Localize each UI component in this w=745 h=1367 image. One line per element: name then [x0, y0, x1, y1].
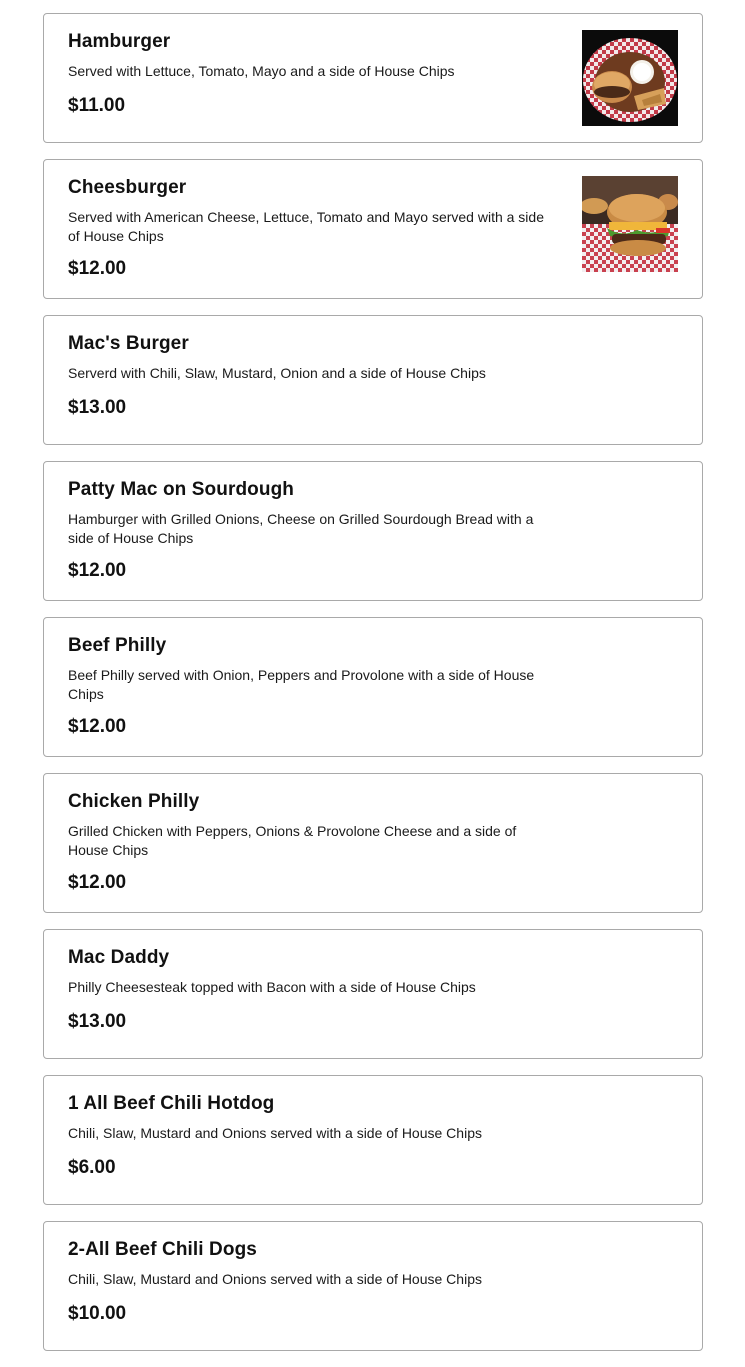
menu-item-card[interactable] — [43, 617, 703, 757]
menu-item-price: $12.00 — [68, 872, 127, 893]
menu-item-text — [68, 31, 558, 81]
cheeseburger-photo[interactable] — [582, 176, 678, 272]
menu-item-description: Serverd with Chili, Slaw, Mustard, Onion and a side of House Chips — [68, 365, 486, 381]
menu-item-text — [68, 177, 558, 245]
menu-item-card[interactable] — [43, 13, 703, 143]
menu-item-price: $11.00 — [68, 95, 126, 116]
menu-item-text — [68, 791, 558, 859]
menu-item-description: Chili, Slaw, Mustard and Onions served with a side of House Chips — [68, 1125, 482, 1141]
menu-item-description: Chili, Slaw, Mustard and Onions served with a side of House Chips — [68, 1271, 482, 1287]
menu-item-name: Hamburger — [68, 31, 171, 52]
menu-item-description: Philly Cheesesteak topped with Bacon with a side of House Chips — [68, 979, 476, 995]
menu-item-text — [68, 947, 558, 997]
menu-item-price: $10.00 — [68, 1303, 127, 1324]
menu-item-price: $12.00 — [68, 716, 127, 737]
menu-item-name: 2-All Beef Chili Dogs — [68, 1239, 257, 1260]
menu-item-card[interactable] — [43, 929, 703, 1059]
menu-item-card[interactable] — [43, 1221, 703, 1351]
menu-item-price: $13.00 — [68, 397, 127, 418]
menu-item-price: $12.00 — [68, 258, 127, 279]
menu-item-name: Beef Philly — [68, 635, 167, 656]
menu-item-card[interactable] — [43, 773, 703, 913]
menu-item-name: Chicken Philly — [68, 791, 200, 812]
menu-item-list — [43, 13, 703, 1367]
menu-item-price: $13.00 — [68, 1011, 127, 1032]
menu-item-card[interactable] — [43, 315, 703, 445]
menu-item-name: Mac's Burger — [68, 333, 189, 354]
menu-item-name: 1 All Beef Chili Hotdog — [68, 1093, 275, 1114]
menu-item-text — [68, 333, 558, 383]
burger-basket-image — [582, 30, 678, 126]
menu-item-price: $6.00 — [68, 1157, 116, 1178]
menu-item-description: Served with Lettuce, Tomato, Mayo and a side of House Chips — [68, 63, 455, 79]
menu-item-card[interactable] — [43, 1075, 703, 1205]
menu-item-text — [68, 479, 558, 547]
menu-item-description: Beef Philly served with Onion, Peppers and Provolone with a side of House Chips — [68, 667, 535, 702]
menu-item-description: Grilled Chicken with Peppers, Onions & Provolone Cheese and a side of House Chips — [68, 823, 517, 858]
menu-item-text — [68, 1239, 558, 1289]
menu-item-description: Served with American Cheese, Lettuce, Tomato and Mayo served with a side of House Chips — [68, 209, 544, 244]
menu-item-name: Mac Daddy — [68, 947, 170, 968]
menu-item-text — [68, 1093, 558, 1143]
menu-item-text — [68, 635, 558, 703]
menu-item-card[interactable] — [43, 461, 703, 601]
menu-item-name: Cheesburger — [68, 177, 187, 198]
cheeseburger-image — [582, 176, 678, 272]
menu-item-description: Hamburger with Grilled Onions, Cheese on Grilled Sourdough Bread with a side of House Chips — [68, 511, 534, 546]
menu-item-price: $12.00 — [68, 560, 127, 581]
burger-basket-photo[interactable] — [582, 30, 678, 126]
menu-item-name: Patty Mac on Sourdough — [68, 479, 294, 500]
menu-item-card[interactable] — [43, 159, 703, 299]
